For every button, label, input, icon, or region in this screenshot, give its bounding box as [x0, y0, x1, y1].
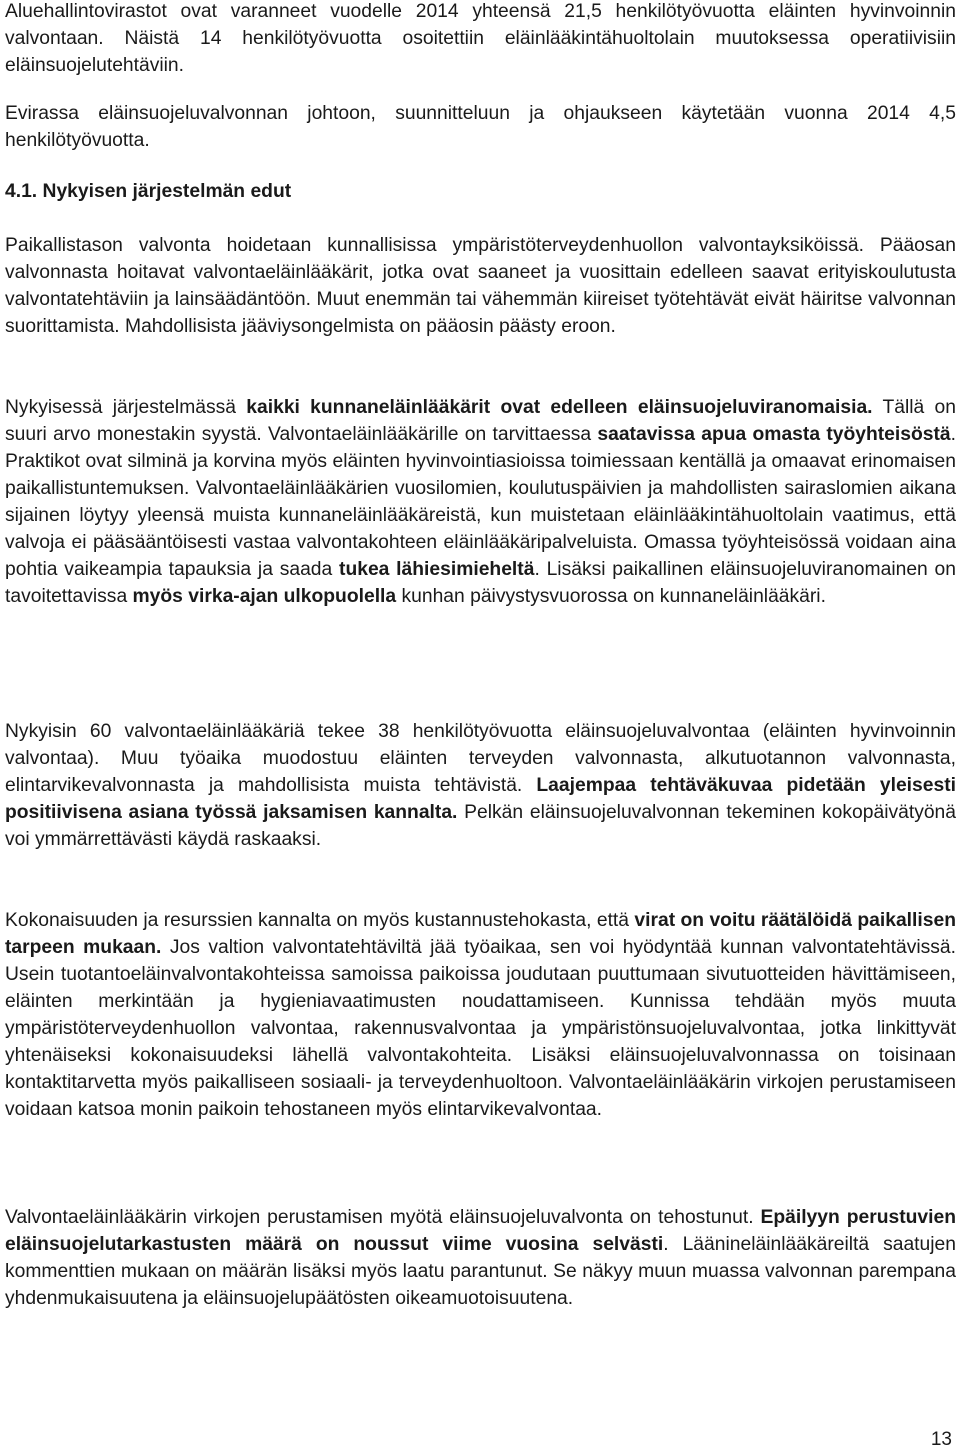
- bold-text-run: myös virka-ajan ulkopuolella: [132, 586, 397, 607]
- text-run: . Praktikot ovat silminä ja korvina myös eläinten hyvinvointiasioissa toimiessaan kentällä ja omaavat erinomaisen paikallistuntemuksen. Valvontaeläinlääkärien vuosilomien, koulutuspäivien ja mahdollisten sairaslomien aikana sijainen löytyy yleensä muista kunnaneläinlääkäreistä, kun muistetaan eläinlääkintähuoltolain vaatimus, että valvoja ei pääsääntöisesti vastaa valvontakohteen eläinlääkäripalveluista. Omassa työyhteisössä voidaan aina pohtia vaikeampia tapauksia ja saada: [5, 424, 956, 580]
- text-run: . Lisäksi paikallinen eläinsuojeluviranomainen on tavoitettavissa: [5, 559, 956, 607]
- paragraph-cost-efficiency: [5, 907, 956, 1123]
- text-run: . Läänineläinlääkäreiltä saatujen kommenttien mukaan on määrän lisäksi myös laatu parantunut. Se näkyy muun muassa valvonnan parempana yhdenmukaisuutena ja eläinsuojelupäätösten oikeamuotoisuutena.: [5, 1234, 956, 1309]
- text-run: Nykyisin 60 valvontaeläinlääkäriä tekee 38 henkilötyövuotta eläinsuojeluvalvontaa (eläinten hyvinvoinnin valvontaa). Muu työaika muodostuu eläinten terveyden valvonnasta, alkutuotannon valvonnasta, elintarvikevalvonnasta ja mahdollisista muista tehtävistä.: [5, 721, 956, 796]
- bold-text-run: Laajempaa tehtäväkuvaa pidetään yleisesti positiivisena asiana työssä jaksamisen kannalta.: [5, 775, 956, 823]
- bold-text-run: tukea lähiesimieheltä: [339, 559, 535, 580]
- paragraph-evira: [5, 100, 956, 154]
- paragraph-current-system: [5, 394, 956, 610]
- text-run: Aluehallintovirastot ovat varanneet vuodelle 2014 yhteensä 21,5 henkilötyövuotta eläinten hyvinvoinnin valvontaan. Näistä 14 henkilötyövuotta osoitettiin eläinlääkintähuoltolain muutoksessa operatiivisiin eläinsuojelutehtäviin.: [5, 1, 956, 76]
- paragraph-resources: [5, 0, 956, 79]
- bold-text-run: virat on voitu räätälöidä paikallisen tarpeen mukaan.: [5, 910, 956, 958]
- section-heading: 4.1. Nykyisen järjestelmän edut: [5, 181, 292, 202]
- text-run: Pelkän eläinsuojeluvalvonnan tekeminen kokopäivätyönä voi ymmärrettävästi käydä raskaaksi.: [5, 802, 957, 850]
- text-run: Nykyisessä järjestelmässä: [5, 397, 247, 418]
- text-run: Paikallistason valvonta hoidetaan kunnallisissa ympäristöterveydenhuollon valvontayksiköissä. Pääosan valvonnasta hoitavat valvontaeläinlääkärit, jotka ovat saaneet ja vuosittain edelleen saavat erityiskoulutusta valvontatehtäviin ja lainsäädäntöön. Muut enemmän tai vähemmän kiireiset työtehtävät eivät häiritse valvonnan suorittamista. Mahdollisista jääviysongelmista on pääosin päästy eroon.: [5, 235, 956, 337]
- text-run: Evirassa eläinsuojeluvalvonnan johtoon, suunnitteluun ja ohjaukseen käytetään vuonna 2014 4,5 henkilötyövuotta.: [5, 103, 956, 151]
- text-run: kunhan päivystysvuorossa on kunnaneläinlääkäri.: [396, 586, 826, 607]
- text-run: Tällä on suuri arvo monestakin syystä. Valvontaeläinlääkärille on tarvittaessa: [5, 397, 956, 445]
- paragraph-workload: [5, 718, 956, 853]
- bold-text-run: kaikki kunnaneläinlääkärit ovat edelleen eläinsuojeluviranomaisia.: [246, 397, 873, 418]
- text-run: Valvontaeläinlääkärin virkojen perustamisen myötä eläinsuojeluvalvonta on tehostunut.: [5, 1207, 761, 1228]
- text-run: Kokonaisuuden ja resurssien kannalta on myös kustannustehokasta, että: [5, 910, 635, 931]
- bold-text-run: Epäilyyn perustuvien eläinsuojelutarkastusten määrä on noussut viime vuosina selvästi: [5, 1207, 956, 1255]
- page-number: 13: [930, 1429, 952, 1450]
- paragraph-improvement: [5, 1204, 956, 1312]
- bold-text-run: saatavissa apua omasta työyhteisöstä: [597, 424, 951, 445]
- paragraph-local-level: [5, 232, 956, 340]
- text-run: Jos valtion valvontatehtäviltä jää työaikaa, sen voi hyödyntää kunnan valvontatehtävissä. Usein tuotantoeläinvalvontakohteissa samoissa paikoissa joudutaan puuttumaan sivutuotteiden hävittämiseen, eläinten merkintään ja hygieniavaatimusten noudattamiseen. Kunnissa tehdään myös muuta ympäristöterveydenhuollon valvontaa, rakennusvalvontaa ja ympäristönsuojeluvalvontaa, jotka linkittyvät yhtenäiseksi kokonaisuudeksi lähellä valvontakohteita. Lisäksi eläinsuojeluvalvonnassa on toisinaan kontaktitarvetta myös paikalliseen sosiaali- ja terveydenhuoltoon. Valvontaeläinlääkärin virkojen perustamiseen voidaan katsoa monin paikoin tehostaneen myös elintarvikevalvontaa.: [5, 937, 957, 1120]
